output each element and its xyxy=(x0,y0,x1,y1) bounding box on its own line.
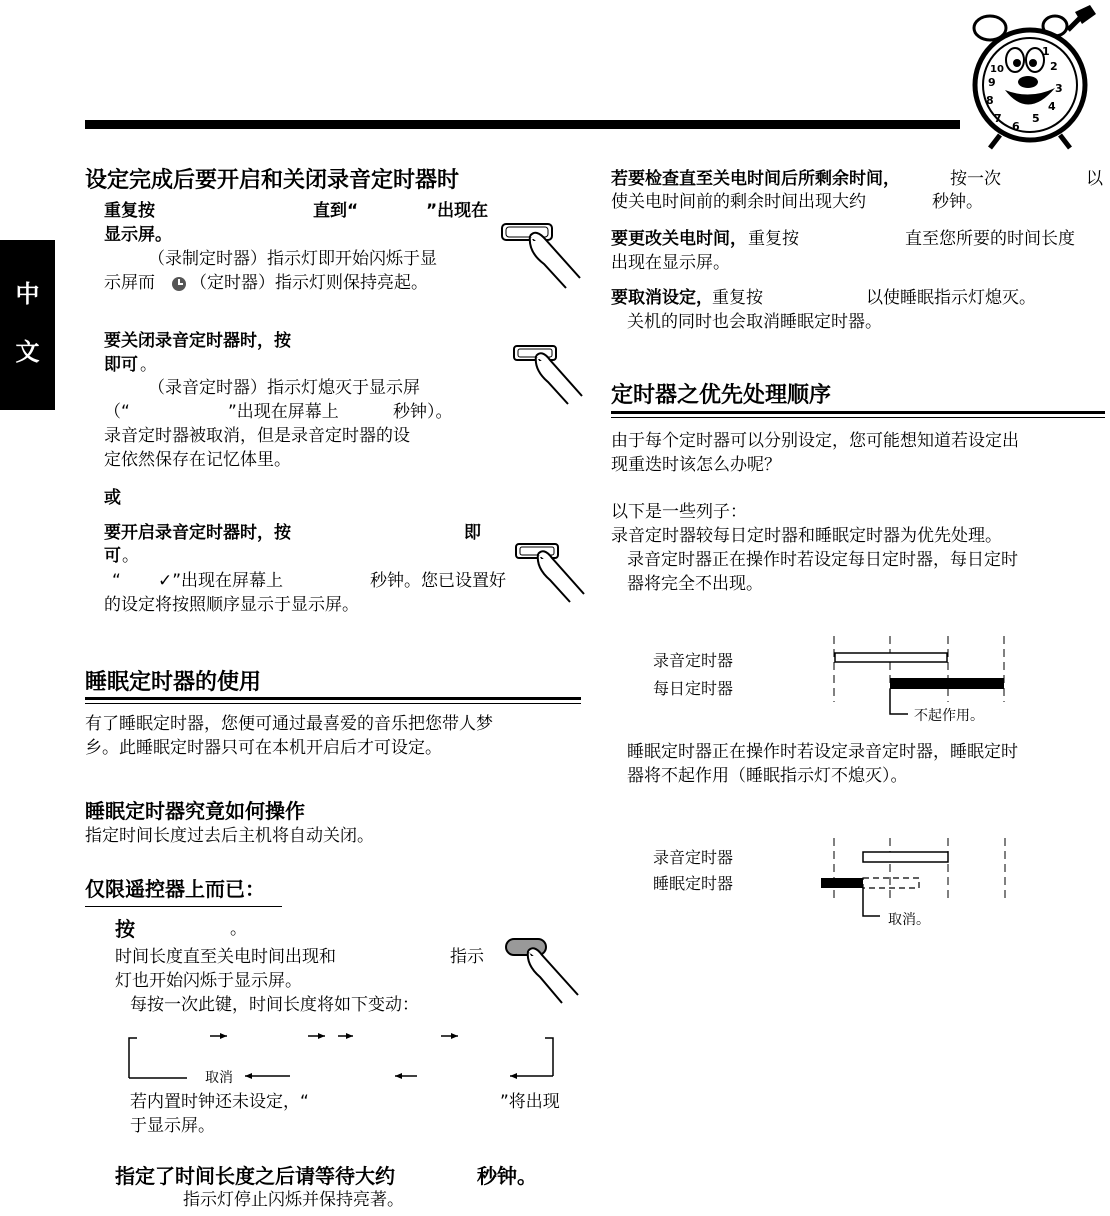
clock-number: 5 xyxy=(1032,112,1040,125)
text: 灯也开始闪烁于显示屏。 xyxy=(115,971,302,991)
text: 若内置时钟还未设定，“ xyxy=(130,1092,309,1112)
text: 器将不起作用（睡眠指示灯不熄灭）。 xyxy=(627,766,908,786)
text: 若要检查直至关电时间后所剩余时间， xyxy=(611,169,900,189)
text: 以下是一些列子： xyxy=(611,502,747,522)
section-rule xyxy=(85,697,581,700)
clock-number: 4 xyxy=(1048,100,1056,113)
text: 秒钟。您已设置好 xyxy=(370,571,506,591)
text: 要更改关电时间， xyxy=(611,229,747,249)
text: 乡。此睡眠定时器只可在本机开启后才可设定。 xyxy=(85,738,442,758)
section-rule xyxy=(611,411,1105,414)
text: 直至您所要的时间长度 xyxy=(905,229,1075,249)
finger-press-icon xyxy=(512,538,587,603)
text: 时间长度直至关电时间出现和 xyxy=(115,947,336,967)
text: 每按一次此键，时间长度将如下变动： xyxy=(130,995,419,1015)
text: （定时器）指示灯则保持亮起。 xyxy=(190,273,428,293)
text: 由于每个定时器可以分别设定，您可能想知道若设定出 xyxy=(611,431,1019,451)
text: 。 xyxy=(230,919,247,939)
diagram-label: 每日定时器 xyxy=(653,679,734,698)
text: 。 xyxy=(140,355,157,375)
finger-press-icon xyxy=(498,218,583,290)
text: 即可 xyxy=(104,355,138,375)
text: 指示灯停止闪烁并保持亮著。 xyxy=(183,1190,404,1210)
text: 睡眠定时器正在操作时若设定录音定时器，睡眠定时 xyxy=(627,742,1018,762)
clock-number: 8 xyxy=(986,94,994,107)
text: 现重迭时该怎么办呢？ xyxy=(611,455,781,475)
text: 录音定时器被取消，但是录音定时器的设 xyxy=(104,426,410,446)
text: 录音定时器正在操作时若设定每日定时器，每日定时 xyxy=(627,550,1018,570)
clock-number: 10 xyxy=(990,64,1004,75)
diagram-note: 不起作用。 xyxy=(914,708,984,724)
language-tab-char: 文 xyxy=(15,338,40,366)
text: 以 xyxy=(1086,169,1103,189)
clock-number: 9 xyxy=(988,76,996,89)
text: 重复按 xyxy=(748,229,799,249)
alarm-clock-illustration xyxy=(950,0,1110,150)
text: 指示 xyxy=(450,947,484,967)
cycle-diagram xyxy=(125,1030,565,1085)
text: 使关电时间前的剩余时间出现大约 xyxy=(611,192,866,212)
text: 录音定时器较每日定时器和睡眠定时器为优先处理。 xyxy=(611,526,1002,546)
text: ”出现在屏幕上 xyxy=(228,402,339,422)
clock-number: 1 xyxy=(1042,45,1050,58)
diagram-note: 取消。 xyxy=(888,912,930,928)
section-heading-timer-priority: 定时器之优先处理顺序 xyxy=(611,383,832,408)
text: 关机的同时也会取消睡眠定时器。 xyxy=(627,312,882,332)
text: （“ xyxy=(104,402,130,422)
language-tab xyxy=(0,240,55,410)
text: 于显示屏。 xyxy=(130,1116,215,1136)
text: 即 xyxy=(464,523,481,543)
text: 器将完全不出现。 xyxy=(627,574,763,594)
text: 定依然保存在记忆体里。 xyxy=(104,450,291,470)
text: “ xyxy=(112,571,121,591)
subheading: 指定了时间长度之后请等待大约 xyxy=(115,1164,395,1188)
text: 秒钟）。 xyxy=(393,402,453,422)
section-rule-thin xyxy=(85,703,581,704)
finger-press-icon xyxy=(510,340,585,405)
text: （录音定时器）指示灯熄灭于显示屏 xyxy=(148,378,420,398)
text: ”将出现 xyxy=(500,1092,560,1112)
finger-press-icon xyxy=(502,935,582,1005)
text: 或 xyxy=(104,488,121,508)
text: 可 xyxy=(104,546,121,566)
text: 按 xyxy=(115,917,135,941)
text: ✓”出现在屏幕上 xyxy=(158,571,284,591)
section-heading-sleep-timer: 睡眠定时器的使用 xyxy=(85,670,262,695)
subheading: 睡眠定时器究竟如何操作 xyxy=(85,799,305,823)
clock-number: 3 xyxy=(1055,82,1063,95)
subheading: 秒钟。 xyxy=(477,1164,537,1188)
text: 出现在显示屏。 xyxy=(611,253,730,273)
diagram-label: 录音定时器 xyxy=(653,651,734,670)
text: 的设定将按照顺序显示于显示屏。 xyxy=(104,595,359,615)
text: 以使睡眠指示灯熄灭。 xyxy=(866,288,1036,308)
diagram-label: 睡眠定时器 xyxy=(653,874,734,893)
clock-number: 6 xyxy=(1012,120,1020,133)
text: （录制定时器）指示灯即开始闪烁于显 xyxy=(148,249,437,269)
text: 有了睡眠定时器，您便可通过最喜爱的音乐把您带人梦 xyxy=(85,714,493,734)
subheading-rule xyxy=(85,906,282,907)
text: 秒钟。 xyxy=(932,192,983,212)
text: 要关闭录音定时器时，按 xyxy=(104,331,291,351)
text: 重复按 xyxy=(104,201,155,221)
text: 直到“ xyxy=(313,201,359,221)
subheading: 仅限遥控器上而已： xyxy=(85,877,265,901)
language-tab-char: 中 xyxy=(15,280,40,308)
clock-number: 2 xyxy=(1050,60,1058,73)
text: 要取消设定， xyxy=(611,288,713,308)
diagram-label: 录音定时器 xyxy=(653,848,734,867)
text: 示屏而 xyxy=(104,273,155,293)
text: 显示屏。 xyxy=(104,225,172,245)
section-rule-thin xyxy=(611,417,1105,418)
text: 要开启录音定时器时，按 xyxy=(104,523,291,543)
section-heading-record-timer: 设定完成后要开启和关闭录音定时器时 xyxy=(85,168,460,193)
clock-number: 7 xyxy=(994,112,1002,125)
header-rule xyxy=(85,120,960,129)
cycle-cancel-label: 取消 xyxy=(205,1070,233,1086)
timer-indicator-icon xyxy=(171,276,187,292)
text: ”出现在 xyxy=(426,201,489,221)
text: 按一次 xyxy=(950,169,1001,189)
text: 指定时间长度过去后主机将自动关闭。 xyxy=(85,826,374,846)
text: 重复按 xyxy=(712,288,763,308)
text: 。 xyxy=(122,546,139,566)
